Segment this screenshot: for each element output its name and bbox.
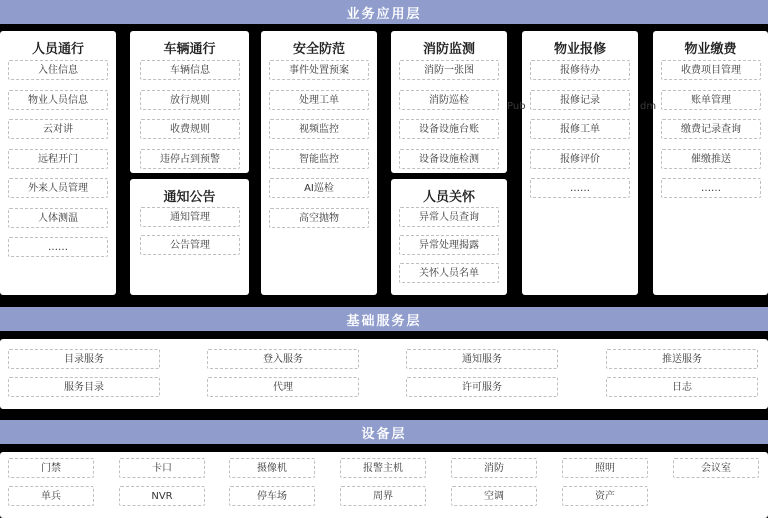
module-items [261, 31, 377, 295]
module-fire-monitoring [391, 31, 507, 173]
module-item: 外来人员管理 [8, 178, 108, 198]
device-item: 消防 [451, 458, 537, 478]
module-item: 消防巡检 [399, 90, 499, 110]
device-item: 照明 [562, 458, 648, 478]
module-item: 报修记录 [530, 90, 630, 110]
module-item: 报修待办 [530, 60, 630, 80]
foundation-service-item: 日志 [606, 377, 758, 397]
device-item: 摄像机 [229, 458, 315, 478]
module-item: 人体测温 [8, 208, 108, 228]
watermark-right: dm [640, 101, 657, 112]
module-item: 收费规则 [140, 119, 240, 139]
device-item: 空调 [451, 486, 537, 506]
module-item: AI巡检 [269, 178, 369, 198]
foundation-layer-header [0, 307, 768, 331]
device-item: 会议室 [673, 458, 759, 478]
module-item: 异常处理揭露 [399, 235, 499, 255]
business-layer-title: 业务应用层 [346, 6, 422, 22]
device-item: 资产 [562, 486, 648, 506]
foundation-services-panel [0, 339, 768, 409]
foundation-service-item: 代理 [207, 377, 359, 397]
module-title: 消防监测 [422, 42, 475, 57]
module-security [261, 31, 377, 295]
watermark-left: Pub [507, 101, 526, 112]
module-item: 违停占到预警 [140, 149, 240, 169]
module-vehicle-access [130, 31, 249, 173]
module-items [0, 31, 116, 295]
module-item: 关怀人员名单 [399, 263, 499, 283]
module-title: 人员通行 [31, 42, 84, 57]
module-item: 报修工单 [530, 119, 630, 139]
module-items [391, 179, 507, 295]
module-title: 车辆通行 [163, 42, 216, 57]
module-items [130, 179, 249, 295]
device-item: 周界 [340, 486, 426, 506]
module-item: 智能监控 [269, 149, 369, 169]
module-item: 报修评价 [530, 149, 630, 169]
module-items [522, 31, 638, 295]
device-item: 单兵 [8, 486, 94, 506]
module-item: …… [530, 178, 630, 198]
module-item: 事件处置预案 [269, 60, 369, 80]
module-item: 处理工单 [269, 90, 369, 110]
module-item: 入住信息 [8, 60, 108, 80]
module-items [653, 31, 768, 295]
module-item: 催缴推送 [661, 149, 761, 169]
module-item: 缴费记录查询 [661, 119, 761, 139]
module-item: 异常人员查询 [399, 207, 499, 227]
device-item: 停车场 [229, 486, 315, 506]
module-item: 通知管理 [140, 207, 240, 227]
module-item: 视频监控 [269, 119, 369, 139]
module-item: 云对讲 [8, 119, 108, 139]
module-title: 人员关怀 [422, 190, 475, 205]
module-item: 物业人员信息 [8, 90, 108, 110]
device-layer-header [0, 420, 768, 444]
device-item: 卡口 [119, 458, 205, 478]
foundation-service-item: 目录服务 [8, 349, 160, 369]
module-item: 收费项目管理 [661, 60, 761, 80]
module-title: 通知公告 [163, 190, 216, 205]
module-property-repair [522, 31, 638, 295]
device-panel [0, 452, 768, 518]
module-items [391, 31, 507, 173]
device-item: 报警主机 [340, 458, 426, 478]
device-layer-title: 设备层 [361, 426, 407, 442]
foundation-service-item: 许可服务 [406, 377, 558, 397]
foundation-service-item: 服务目录 [8, 377, 160, 397]
module-item: …… [661, 178, 761, 198]
device-item: 门禁 [8, 458, 94, 478]
module-item: 远程开门 [8, 149, 108, 169]
device-item: NVR [119, 486, 205, 506]
foundation-service-item: 通知服务 [406, 349, 558, 369]
module-item: …… [8, 237, 108, 257]
module-item: 账单管理 [661, 90, 761, 110]
foundation-service-item: 推送服务 [606, 349, 758, 369]
module-title: 安全防范 [292, 42, 345, 57]
module-notices [130, 179, 249, 295]
module-item: 设备设施检测 [399, 149, 499, 169]
module-property-fees [653, 31, 768, 295]
module-title: 物业报修 [553, 42, 606, 57]
foundation-layer-title: 基础服务层 [346, 313, 422, 329]
module-personnel-access [0, 31, 116, 295]
module-item: 消防一张图 [399, 60, 499, 80]
foundation-service-item: 登入服务 [207, 349, 359, 369]
module-item: 放行规则 [140, 90, 240, 110]
business-layer-header [0, 0, 768, 24]
module-item: 公告管理 [140, 235, 240, 255]
module-title: 物业缴费 [684, 42, 737, 57]
module-items [130, 31, 249, 173]
module-item: 高空抛物 [269, 208, 369, 228]
module-item: 设备设施台账 [399, 119, 499, 139]
module-item: 车辆信息 [140, 60, 240, 80]
module-resident-care [391, 179, 507, 295]
